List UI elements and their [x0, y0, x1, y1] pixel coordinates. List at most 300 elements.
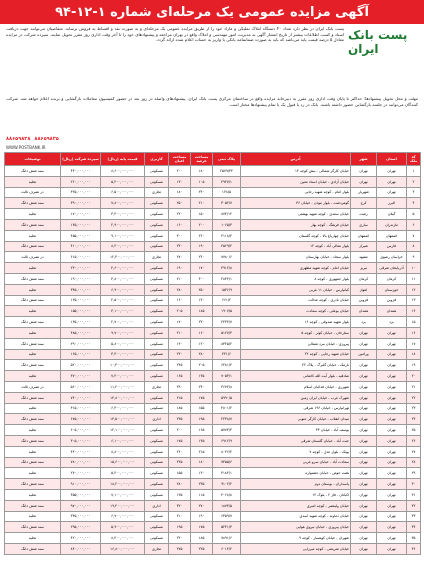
postbank-logo — [348, 28, 418, 58]
table-cell: جنت آباد - خیابان گلستان شرقی — [241, 435, 351, 446]
table-cell: ۱۳۰ — [169, 176, 191, 187]
table-cell: تهران — [351, 446, 377, 457]
table-cell: شهران - خیابان کوهسار - کوچه ۹ — [241, 533, 351, 544]
table-cell: خیابان سعدی - کوچه شهید بهشتی — [241, 209, 351, 220]
table-cell: مسکونی — [145, 349, 169, 360]
table-cell: تهران — [377, 435, 407, 446]
table-cell: ۷۰۵۳/۱ — [213, 371, 241, 382]
table-row — [5, 295, 421, 306]
table-cell: مسکونی — [145, 166, 169, 177]
table-cell: تهران — [377, 360, 407, 371]
table-cell: ساری — [351, 219, 377, 230]
table-cell: ۷,۴۰۰,۰۰۰,۰۰۰ — [101, 371, 145, 382]
table-cell: ۵,۹۰۰,۰۰۰,۰۰۰ — [101, 522, 145, 533]
table-cell: ۲۳۵ — [191, 479, 213, 490]
table-cell: ۲۹ — [407, 468, 421, 479]
table-row — [5, 338, 421, 349]
table-cell: خیابان پیروزی - خیابان نیروی هوایی — [241, 522, 351, 533]
table-cell: ۵۶۰,۰۰۰,۰۰۰ — [61, 381, 101, 392]
table-cell: ۷ — [407, 230, 421, 241]
table-cell: ۲۴۵ — [169, 360, 191, 371]
table-cell: تخلیه — [5, 489, 61, 500]
table-cell: ۲۸۰ — [169, 284, 191, 295]
table-cell: مسکونی — [145, 479, 169, 490]
table-cell: تهران — [377, 392, 407, 403]
table-cell: ۲۸۰ — [191, 349, 213, 360]
table-cell: ۹,۱۰۰,۰۰۰,۰۰۰ — [101, 230, 145, 241]
table-cell: ۱۵,۶۰۰,۰۰۰,۰۰۰ — [101, 457, 145, 468]
table-cell: شهریار — [351, 187, 377, 198]
table-cell: ۱۷۵ — [191, 522, 213, 533]
table-cell: ۲۹۰,۰۰۰,۰۰۰ — [61, 338, 101, 349]
table-cell: ۱۳۵ — [191, 371, 213, 382]
table-cell: مسکونی — [145, 425, 169, 436]
table-cell: خیابان امام - کوچه شهید مطهری — [241, 263, 351, 274]
table-cell: ۳۹۱۲/۸ — [213, 263, 241, 274]
table-row — [5, 198, 421, 209]
table-row — [5, 500, 421, 511]
table-cell: ۲۳۵ — [169, 414, 191, 425]
table-row — [5, 349, 421, 360]
table-cell: کرج — [351, 198, 377, 209]
table-cell: بلوار امام - کوچه شهید رجایی — [241, 187, 351, 198]
table-cell: مسکونی — [145, 219, 169, 230]
table-cell: ۱۲ — [407, 284, 421, 295]
column-header: مساحت اعیان — [169, 153, 191, 166]
table-cell: ۲۲ — [407, 392, 421, 403]
table-cell: ۶,۱۰۰,۰۰۰,۰۰۰ — [101, 435, 145, 446]
table-row — [5, 425, 421, 436]
table-cell: ۱۴۰ — [169, 338, 191, 349]
table-cell: گیلان — [377, 209, 407, 220]
table-cell: ۴۵۵,۰۰۰,۰۰۰ — [61, 230, 101, 241]
table-cell: مسکونی — [145, 176, 169, 187]
table-cell: ۴۵۶۹/۲ — [213, 241, 241, 252]
table-cell: تخلیه — [5, 349, 61, 360]
column-header: مساحت عرصه — [191, 153, 213, 166]
table-cell: ۷۸۹۱/۶ — [213, 533, 241, 544]
table-cell: ۱۵۰ — [191, 209, 213, 220]
table-row — [5, 533, 421, 544]
table-cell: ۹۱۰۲/۲ — [213, 479, 241, 490]
table-row — [5, 187, 421, 198]
table-row — [5, 209, 421, 220]
table-cell: ۲۵۰ — [191, 284, 213, 295]
table-cell: مسکونی — [145, 511, 169, 522]
column-header: آدرس — [241, 153, 351, 166]
table-cell: ۷۷۸۰/۶ — [213, 252, 241, 263]
table-cell: تهران — [351, 457, 377, 468]
table-cell: ۱۹۵ — [169, 522, 191, 533]
table-cell: ۲۶۰ — [191, 230, 213, 241]
table-cell: ۱۰ — [407, 263, 421, 274]
table-cell: ۸ — [407, 241, 421, 252]
table-cell: تهران — [377, 338, 407, 349]
table-cell: ۷۴۰,۰۰۰,۰۰۰ — [61, 392, 101, 403]
table-cell: در تصرف ثالث — [5, 187, 61, 198]
table-row — [5, 511, 421, 522]
table-cell: ۱۸۷۳/۵ — [213, 500, 241, 511]
table-cell: ۲۷ — [407, 446, 421, 457]
logo-text: پست بانک ایران — [348, 28, 408, 56]
table-row — [5, 360, 421, 371]
table-row — [5, 522, 421, 533]
table-cell: مازندران — [377, 219, 407, 230]
table-cell: تهران — [351, 500, 377, 511]
table-cell: تهران — [377, 533, 407, 544]
table-cell: مسکونی — [145, 435, 169, 446]
table-cell: ۲۰ — [407, 371, 421, 382]
table-cell: اصفهان — [351, 230, 377, 241]
table-cell: مسکونی — [145, 284, 169, 295]
table-cell: تهران — [351, 479, 377, 490]
table-row — [5, 252, 421, 263]
table-cell: بلوار جمهوری - کوچه ۸ — [241, 273, 351, 284]
table-cell: تخلیه — [5, 511, 61, 522]
table-cell: مسکونی — [145, 392, 169, 403]
table-cell: ۱۶,۸۰۰,۰۰۰,۰۰۰ — [101, 543, 145, 554]
table-cell: تهران — [351, 327, 377, 338]
table-cell: ۲۴ — [407, 414, 421, 425]
table-cell: بلوار معالی آباد - کوچه ۱۲ — [241, 241, 351, 252]
table-cell: مسکونی — [145, 457, 169, 468]
table-cell: سند شش دانگ — [5, 338, 61, 349]
table-cell: مشهد — [351, 252, 377, 263]
table-cell: مسکونی — [145, 230, 169, 241]
table-cell: یزد — [351, 317, 377, 328]
table-cell: ۱۰۵ — [191, 176, 213, 187]
table-cell: خیابان چهارباغ بالا - کوچه گلستان — [241, 230, 351, 241]
website-url[interactable]: WWW.POSTBANK.IR — [6, 145, 46, 150]
table-cell: سند شش دانگ — [5, 500, 61, 511]
column-header: کاربری — [145, 153, 169, 166]
table-cell: سند شش دانگ — [5, 457, 61, 468]
table-cell: تهران — [377, 403, 407, 414]
table-cell: ۱۸۰ — [191, 166, 213, 177]
table-cell: ۴۰۶۸/۸ — [213, 489, 241, 500]
table-row — [5, 284, 421, 295]
table-cell: اداری — [145, 414, 169, 425]
property-table — [4, 152, 421, 555]
table-cell: ۱۵ — [407, 317, 421, 328]
table-cell: بلوار سجاد - خیابان بهارستان — [241, 252, 351, 263]
table-cell: ۶۰۱۴/۲ — [213, 543, 241, 554]
table-cell: ۵۱۲۷/۳ — [213, 327, 241, 338]
table-cell: ۸,۸۰۰,۰۰۰,۰۰۰ — [101, 446, 145, 457]
table-cell: کیانپارس - خیابان ۱۱ غربی — [241, 284, 351, 295]
table-cell: ۳۰۵۲/۷ — [213, 198, 241, 209]
table-cell: قزوین — [351, 295, 377, 306]
table-cell: مسکونی — [145, 522, 169, 533]
table-cell: خیابان نادری - کوچه عدالت — [241, 295, 351, 306]
table-cell: ۲۷۰,۰۰۰,۰۰۰ — [61, 468, 101, 479]
table-cell: یوسف آباد - خیابان ۳۳ — [241, 425, 351, 436]
table-cell: ۱۴۵ — [191, 435, 213, 446]
table-cell: کرمان — [377, 273, 407, 284]
table-cell: ۱۷ — [407, 338, 421, 349]
table-cell: ۱۸۰ — [169, 187, 191, 198]
table-cell: ۳۰۰ — [169, 230, 191, 241]
table-cell: ۶۱۵,۰۰۰,۰۰۰ — [61, 252, 101, 263]
table-cell: ۳۱۸۴/۱ — [213, 468, 241, 479]
table-cell: در تصرف ثالث — [5, 381, 61, 392]
table-cell: ۲۱۰ — [169, 511, 191, 522]
table-cell: ۳۲۰ — [169, 500, 191, 511]
notice-title: آگهی مزایده عمومی یک مرحله‌ای شماره ۱-۱۲-۹۴ — [55, 4, 369, 20]
table-cell: ۳۶ — [407, 543, 421, 554]
table-cell: ۱۸۵ — [191, 533, 213, 544]
table-cell: ۱۷۵ — [191, 392, 213, 403]
table-cell: ۶,۳۰۰,۰۰۰,۰۰۰ — [101, 403, 145, 414]
table-cell: ۳,۸۰۰,۰۰۰,۰۰۰ — [101, 273, 145, 284]
table-cell: ۲۲۳۸/۷ — [213, 414, 241, 425]
table-cell: خراسان رضوی — [377, 252, 407, 263]
table-cell: تهران — [377, 414, 407, 425]
table-cell: ۱۹۰ — [191, 241, 213, 252]
table-cell: ۶۹۱۲/۹ — [213, 435, 241, 446]
table-row — [5, 176, 421, 187]
table-cell: ۸,۴۰۰,۰۰۰,۰۰۰ — [101, 533, 145, 544]
table-cell: اکباتان - فاز ۲ - بلوک ۱۴ — [241, 489, 351, 500]
table-cell: ۲۰۵ — [191, 360, 213, 371]
table-cell: تهران — [351, 522, 377, 533]
table-cell: ۴۸۵,۰۰۰,۰۰۰ — [61, 327, 101, 338]
table-cell: ۱۹ — [407, 360, 421, 371]
table-row — [5, 241, 421, 252]
table-cell: ۶ — [407, 219, 421, 230]
table-cell: ۲۱۵ — [191, 446, 213, 457]
table-cell: ۶۰۵,۰۰۰,۰۰۰ — [61, 425, 101, 436]
table-cell: ۴۳۰,۰۰۰,۰۰۰ — [61, 166, 101, 177]
table-cell: مسکونی — [145, 241, 169, 252]
table-cell: ۱۷۰ — [191, 263, 213, 274]
table-cell: ۲۱ — [407, 381, 421, 392]
table-cell: ۲,۷۰۰,۰۰۰,۰۰۰ — [101, 317, 145, 328]
table-cell: ۲۵۰ — [169, 198, 191, 209]
table-cell: ۱۶۵,۰۰۰,۰۰۰ — [61, 349, 101, 360]
table-row — [5, 446, 421, 457]
table-cell: ۲ — [407, 176, 421, 187]
table-cell: خیابان شریعتی - کوچه میرزایی — [241, 543, 351, 554]
table-cell: ۳۰۰ — [191, 273, 213, 284]
table-cell: مسکونی — [145, 317, 169, 328]
table-cell: ۵,۴۰۰,۰۰۰,۰۰۰ — [101, 468, 145, 479]
table-cell: ۱۱۵ — [191, 489, 213, 500]
table-cell: پونک - بلوار عدل - کوچه ۷ — [241, 446, 351, 457]
table-cell: تهران — [377, 489, 407, 500]
table-cell: ۷۸۰,۰۰۰,۰۰۰ — [61, 457, 101, 468]
table-cell: تهران — [351, 414, 377, 425]
table-cell: تخلیه — [5, 533, 61, 544]
table-cell: ۵۷۷۳/۳ — [213, 425, 241, 436]
table-cell: ۲۰۵ — [169, 306, 191, 317]
table-cell: ۱۶۰ — [169, 219, 191, 230]
table-cell: ۲۴۰ — [191, 187, 213, 198]
table-cell: ۵ — [407, 209, 421, 220]
table-cell: سعادت آباد - خیابان سرو غربی — [241, 457, 351, 468]
table-cell: سند شش دانگ — [5, 435, 61, 446]
table-cell: ۲۳۰,۰۰۰,۰۰۰ — [61, 263, 101, 274]
table-cell: هفت حوض - خیابان جشنواره — [241, 468, 351, 479]
table-cell: تهران — [351, 435, 377, 446]
table-cell: تخلیه — [5, 209, 61, 220]
table-cell: ۳ — [407, 187, 421, 198]
table-cell: ۶۲۸۱/۴ — [213, 360, 241, 371]
table-cell: ۱۶۵ — [191, 425, 213, 436]
table-cell: سند شش دانگ — [5, 392, 61, 403]
table-cell: ۸,۲۰۰,۰۰۰,۰۰۰ — [101, 241, 145, 252]
table-cell: ۲۲۰ — [191, 252, 213, 263]
table-cell: مسکونی — [145, 489, 169, 500]
table-cell: پاسداران - بوستان دوم — [241, 479, 351, 490]
table-cell: ۴۴۰,۰۰۰,۰۰۰ — [61, 446, 101, 457]
table-cell: مسکونی — [145, 371, 169, 382]
table-cell: همدان — [377, 306, 407, 317]
table-cell: ۳۰۵,۰۰۰,۰۰۰ — [61, 435, 101, 446]
column-header: پلاک ثبتی — [213, 153, 241, 166]
table-cell: ۷,۱۰۰,۰۰۰,۰۰۰ — [101, 489, 145, 500]
table-cell: ۹۱۰,۰۰۰,۰۰۰ — [61, 479, 101, 490]
table-cell: تهران — [351, 371, 377, 382]
table-cell: ۴,۶۰۰,۰۰۰,۰۰۰ — [101, 263, 145, 274]
table-cell: خیابان ولیعصر - کوچه امیری — [241, 500, 351, 511]
table-cell: مسکونی — [145, 360, 169, 371]
table-cell: مسکونی — [145, 446, 169, 457]
table-cell: تهران — [377, 446, 407, 457]
table-cell: تخلیه — [5, 176, 61, 187]
table-cell: ۱۲۵,۰۰۰,۰۰۰ — [61, 295, 101, 306]
table-cell: ۲۸ — [407, 457, 421, 468]
table-cell: سند شش دانگ — [5, 414, 61, 425]
table-cell: ۲۴۰ — [169, 241, 191, 252]
table-cell: ۱۹۰ — [191, 511, 213, 522]
table-cell: تخلیه — [5, 263, 61, 274]
table-cell: ۱۰,۴۰۰,۰۰۰,۰۰۰ — [101, 360, 145, 371]
table-cell: ۲۰۰ — [191, 219, 213, 230]
table-cell: ۵۹۹۰/۵ — [213, 392, 241, 403]
table-cell: ۶,۷۰۰,۰۰۰,۰۰۰ — [101, 511, 145, 522]
table-cell: ۱۸ — [407, 349, 421, 360]
table-cell: ۳۳۵,۰۰۰,۰۰۰ — [61, 511, 101, 522]
table-cell: سند شش دانگ — [5, 273, 61, 284]
table-cell: سند شش دانگ — [5, 522, 61, 533]
column-header: قیمت پایه (ریال) — [101, 153, 145, 166]
table-cell: ۲۸۴۴/۱ — [213, 273, 241, 284]
table-cell: اهواز — [351, 284, 377, 295]
table-row — [5, 392, 421, 403]
table-cell: ۸,۶۰۰,۰۰۰,۰۰۰ — [101, 166, 145, 177]
table-cell: ۲۷۰ — [169, 252, 191, 263]
table-cell: ۱۹۰۷/۵ — [213, 306, 241, 317]
table-cell: فارس — [377, 241, 407, 252]
table-cell: ۲۱۵ — [169, 392, 191, 403]
table-cell: ۱۲۰ — [191, 338, 213, 349]
table-cell: ۲۶۰ — [169, 446, 191, 457]
table-cell: ۷,۸۰۰,۰۰۰,۰۰۰ — [101, 198, 145, 209]
table-cell: ۱۳۵ — [169, 489, 191, 500]
table-cell: خیابان کارگر شمالی - نبش کوچه ۱۴ — [241, 166, 351, 177]
table-cell: در تصرف ثالث — [5, 252, 61, 263]
table-cell: مسکونی — [145, 273, 169, 284]
table-cell: تخلیه — [5, 284, 61, 295]
table-cell: مسکونی — [145, 327, 169, 338]
table-cell: تهران — [377, 349, 407, 360]
table-cell: شهرری - خیابان فدائیان اسلام — [241, 381, 351, 392]
table-cell: تبریز — [351, 263, 377, 274]
table-cell: تهران — [377, 176, 407, 187]
table-cell: صادقیه - بلوار آیت الله کاشانی — [241, 371, 351, 382]
table-cell: میدان انقلاب - خیابان کارگر جنوبی — [241, 414, 351, 425]
table-cell: ۱۶۵ — [169, 371, 191, 382]
table-cell: ۱۹,۴۰۰,۰۰۰,۰۰۰ — [101, 500, 145, 511]
table-cell: ستارخان - خیابان کوثر - کوچه ۵ — [241, 327, 351, 338]
table-cell: ۱۴۵,۰۰۰,۰۰۰ — [61, 219, 101, 230]
table-cell: تجاری — [145, 543, 169, 554]
table-cell: ۲۰۰ — [169, 425, 191, 436]
table-cell: خیابان شهید رجایی - کوچه ۲۲ — [241, 349, 351, 360]
table-cell: خیابان دماوند - کوچه شهید اسدی — [241, 511, 351, 522]
table-cell: ۲۲۰ — [169, 209, 191, 220]
table-cell: اصفهان — [377, 230, 407, 241]
table-cell: تخلیه — [5, 425, 61, 436]
column-header: کد ملک — [407, 153, 421, 166]
table-cell: ۱ — [407, 166, 421, 177]
table-cell: تهران — [377, 327, 407, 338]
table-cell: ۳۶۷۲/۸ — [213, 381, 241, 392]
table-cell: ۱۸۵ — [169, 403, 191, 414]
table-cell: ۲۳ — [407, 403, 421, 414]
table-row — [5, 327, 421, 338]
table-cell: ۲۱۱۸/۴ — [213, 230, 241, 241]
table-cell: خیابان آزادی - خیابان استاد معین — [241, 176, 351, 187]
table-cell: سند شش دانگ — [5, 360, 61, 371]
table-cell: ۵۲۰,۰۰۰,۰۰۰ — [61, 360, 101, 371]
table-cell: ۱۹۰,۰۰۰,۰۰۰ — [61, 273, 101, 284]
table-cell: ۱۳۵,۰۰۰,۰۰۰ — [61, 317, 101, 328]
table-cell: تهران — [377, 479, 407, 490]
table-cell: تهران — [351, 468, 377, 479]
table-cell: همدان — [351, 306, 377, 317]
table-cell: سند شش دانگ — [5, 295, 61, 306]
table-cell: ۲۹۰ — [169, 381, 191, 392]
table-row — [5, 263, 421, 274]
table-cell: ۲۴۳۳/۷ — [213, 317, 241, 328]
table-cell: ۱۵۵ — [191, 403, 213, 414]
table-cell: ۸۴۰,۰۰۰,۰۰۰ — [61, 543, 101, 554]
table-row — [5, 306, 421, 317]
table-cell: تهران — [377, 522, 407, 533]
table-cell: البرز — [377, 198, 407, 209]
table-cell: تهران — [351, 403, 377, 414]
table-row — [5, 457, 421, 468]
table-cell: تهران — [351, 533, 377, 544]
table-cell: تهران — [351, 489, 377, 500]
table-cell: ۳۲ — [407, 500, 421, 511]
table-cell: ۴۴۱/۶ — [213, 349, 241, 360]
submission-paragraph: مهلت و محل تحویل پیشنهادها: حداکثر تا پایان وقت اداری روز مقرر به دبیرخانه مزایده واقع در ساختمان مرکزی پست بانک ایران. پیشنهادهای واصله در روز بعد در حضور کمیسیون معاملات بازگشایی و برنده اعلام خواهد شد. شرکت کنندگان می‌توانند در جلسه بازگشایی حضور داشته باشند. بانک در رد یا قبول یک یا تمام پیشنهادها مختار است. — [6, 96, 418, 107]
table-cell: ۲,۹۰۰,۰۰۰,۰۰۰ — [101, 219, 145, 230]
table-header-row — [5, 153, 421, 166]
table-row — [5, 479, 421, 490]
table-cell: ۱۵۵,۰۰۰,۰۰۰ — [61, 306, 101, 317]
table-row — [5, 435, 421, 446]
table-cell: ۱۰۶۵/۳ — [213, 219, 241, 230]
table-cell: ۱۴۰ — [191, 295, 213, 306]
column-header: سپرده شرکت (ریال) — [61, 153, 101, 166]
table-cell: ۳۵ — [407, 533, 421, 544]
table-cell: تهران — [351, 425, 377, 436]
table-cell: سند شش دانگ — [5, 543, 61, 554]
